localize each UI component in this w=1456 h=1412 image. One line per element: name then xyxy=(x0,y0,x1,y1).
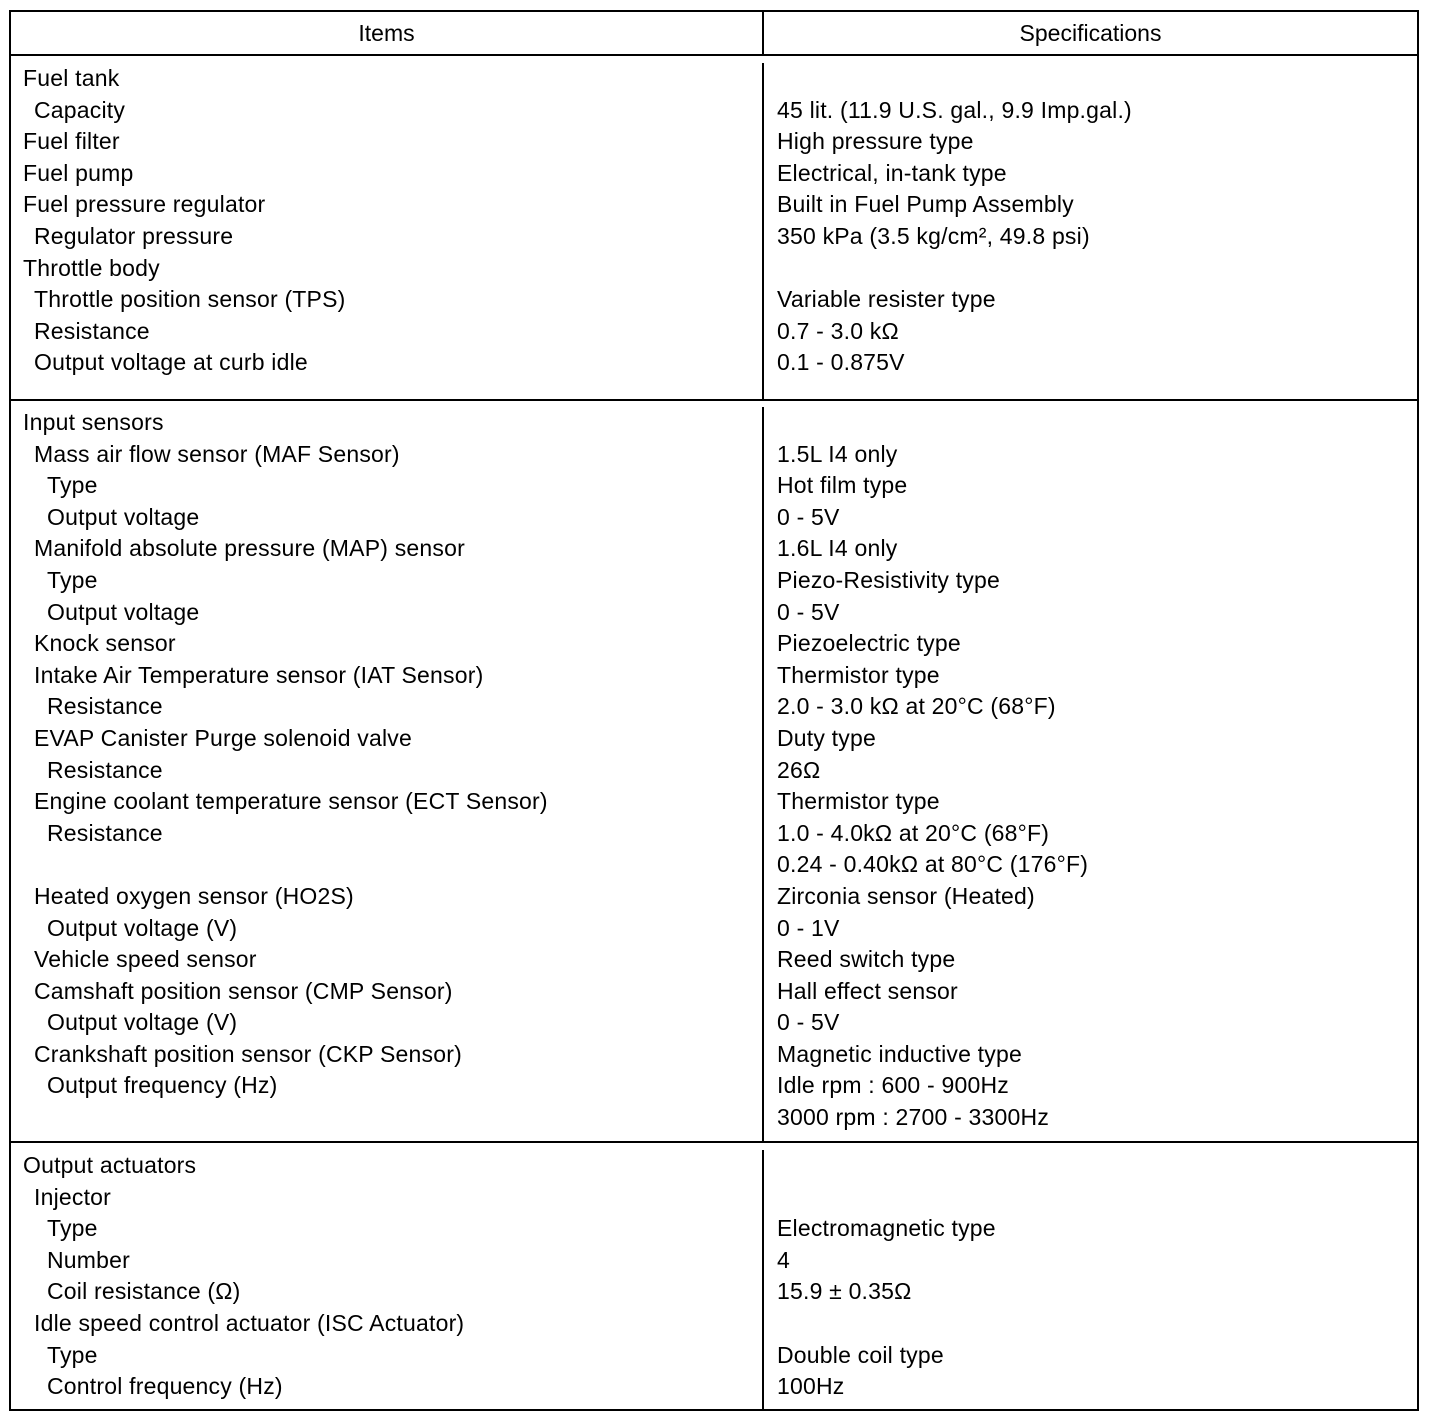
item-label: Type xyxy=(47,472,98,499)
section-output-actuators xyxy=(11,1143,1417,1409)
spec-value: Piezoelectric type xyxy=(777,630,961,657)
spec-value: Thermistor type xyxy=(777,788,940,815)
item-label: Resistance xyxy=(34,317,150,344)
item-label: Resistance xyxy=(47,693,163,720)
spec-value xyxy=(777,63,1417,95)
spec-value: Thermistor type xyxy=(777,661,940,688)
item-label: Output voltage xyxy=(47,503,200,530)
item-label: Output frequency (Hz) xyxy=(47,1072,278,1099)
spec-value: 350 kPa (3.5 kg/cm², 49.8 psi) xyxy=(777,222,1090,249)
item-label: Vehicle speed sensor xyxy=(34,946,257,973)
spec-value: 2.0 - 3.0 kΩ at 20°C (68°F) xyxy=(777,693,1056,720)
spec-value: 15.9 ± 0.35Ω xyxy=(777,1278,912,1305)
spec-value xyxy=(777,1182,1417,1214)
spec-value: Electromagnetic type xyxy=(777,1215,996,1242)
input-specs-column xyxy=(764,407,1417,1141)
spec-value: Double coil type xyxy=(777,1341,944,1368)
spec-value: 0.7 - 3.0 kΩ xyxy=(777,317,899,344)
spec-value xyxy=(777,1150,1417,1182)
spec-value: 1.0 - 4.0kΩ at 20°C (68°F) xyxy=(777,819,1050,846)
item-label: Output voltage xyxy=(47,598,200,625)
spec-value: Hot film type xyxy=(777,472,908,499)
table-header-row xyxy=(11,12,1417,56)
spec-value: 0.1 - 0.875V xyxy=(777,349,905,376)
spec-value: Idle rpm : 600 - 900Hz xyxy=(777,1072,1009,1099)
item-label: Type xyxy=(47,1341,98,1368)
spec-value: High pressure type xyxy=(777,128,974,155)
item-label: Camshaft position sensor (CMP Sensor) xyxy=(34,977,453,1004)
item-label: Output actuators xyxy=(23,1152,197,1178)
item-label: Manifold absolute pressure (MAP) sensor xyxy=(34,535,465,562)
spec-value: Piezo-Resistivity type xyxy=(777,566,1000,593)
spec-value: 0.24 - 0.40kΩ at 80°C (176°F) xyxy=(777,851,1089,878)
spec-table xyxy=(9,10,1419,1411)
fuel-items-column xyxy=(11,63,764,399)
item-label: Intake Air Temperature sensor (IAT Sensor) xyxy=(34,661,484,688)
item-label: Knock sensor xyxy=(34,630,176,657)
spec-value: Duty type xyxy=(777,724,876,751)
item-label: Heated oxygen sensor (HO2S) xyxy=(34,882,354,909)
fuel-specs-column xyxy=(764,63,1417,399)
item-label: Input sensors xyxy=(23,409,164,435)
spec-value: Magnetic inductive type xyxy=(777,1040,1022,1067)
item-label: Type xyxy=(47,566,98,593)
item-label: Throttle position sensor (TPS) xyxy=(34,286,346,313)
item-label xyxy=(23,849,762,881)
input-items-column xyxy=(11,407,764,1141)
item-label: Fuel pressure regulator xyxy=(23,191,266,218)
spec-value: Hall effect sensor xyxy=(777,977,958,1004)
item-label: Control frequency (Hz) xyxy=(47,1373,283,1400)
item-label: Injector xyxy=(34,1183,112,1210)
spec-value xyxy=(777,407,1417,439)
spec-value: 0 - 5V xyxy=(777,503,840,530)
item-label: Coil resistance (Ω) xyxy=(47,1278,241,1305)
item-label: Output voltage at curb idle xyxy=(34,349,308,376)
item-label: Output voltage (V) xyxy=(47,914,238,941)
spec-value: 45 lit. (11.9 U.S. gal., 9.9 Imp.gal.) xyxy=(777,96,1132,123)
item-label: Throttle body xyxy=(23,254,160,281)
item-label: Fuel pump xyxy=(23,159,134,186)
spec-value: 3000 rpm : 2700 - 3300Hz xyxy=(777,1104,1050,1131)
spec-value: 0 - 5V xyxy=(777,598,840,625)
spec-value xyxy=(777,253,1417,285)
spec-value: 1.6L I4 only xyxy=(777,535,898,562)
item-label: Crankshaft position sensor (CKP Sensor) xyxy=(34,1040,462,1067)
spec-value: 100Hz xyxy=(777,1373,845,1400)
item-label: Engine coolant temperature sensor (ECT Sensor) xyxy=(34,788,548,815)
item-label: Fuel filter xyxy=(23,128,120,155)
spec-value xyxy=(777,1308,1417,1340)
output-items-column xyxy=(11,1150,764,1409)
item-label xyxy=(23,1102,762,1134)
item-label: Type xyxy=(47,1215,98,1242)
spec-value: Variable resister type xyxy=(777,286,996,313)
item-label: Fuel tank xyxy=(23,65,120,91)
spec-value: 4 xyxy=(777,1246,790,1273)
spec-value: 0 - 5V xyxy=(777,1009,840,1036)
item-label: Resistance xyxy=(47,819,163,846)
item-label: Mass air flow sensor (MAF Sensor) xyxy=(34,440,400,467)
spec-value: Reed switch type xyxy=(777,946,956,973)
item-label: Number xyxy=(47,1246,131,1273)
item-label: Idle speed control actuator (ISC Actuator) xyxy=(34,1309,465,1336)
item-label: Resistance xyxy=(47,756,163,783)
section-fuel-system xyxy=(11,56,1417,401)
spec-value: Built in Fuel Pump Assembly xyxy=(777,191,1074,218)
item-label: Capacity xyxy=(34,96,126,123)
spec-value: 0 - 1V xyxy=(777,914,840,941)
spec-value: Electrical, in-tank type xyxy=(777,159,1007,186)
item-label: Output voltage (V) xyxy=(47,1009,238,1036)
item-label: Regulator pressure xyxy=(34,222,234,249)
spec-value: 1.5L I4 only xyxy=(777,440,898,467)
header-specifications: Specifications xyxy=(1019,19,1162,46)
section-input-sensors xyxy=(11,401,1417,1143)
item-label: EVAP Canister Purge solenoid valve xyxy=(34,724,412,751)
spec-value: 26Ω xyxy=(777,756,821,783)
header-items: Items xyxy=(11,12,764,54)
output-specs-column xyxy=(764,1150,1417,1409)
spec-value: Zirconia sensor (Heated) xyxy=(777,882,1035,909)
